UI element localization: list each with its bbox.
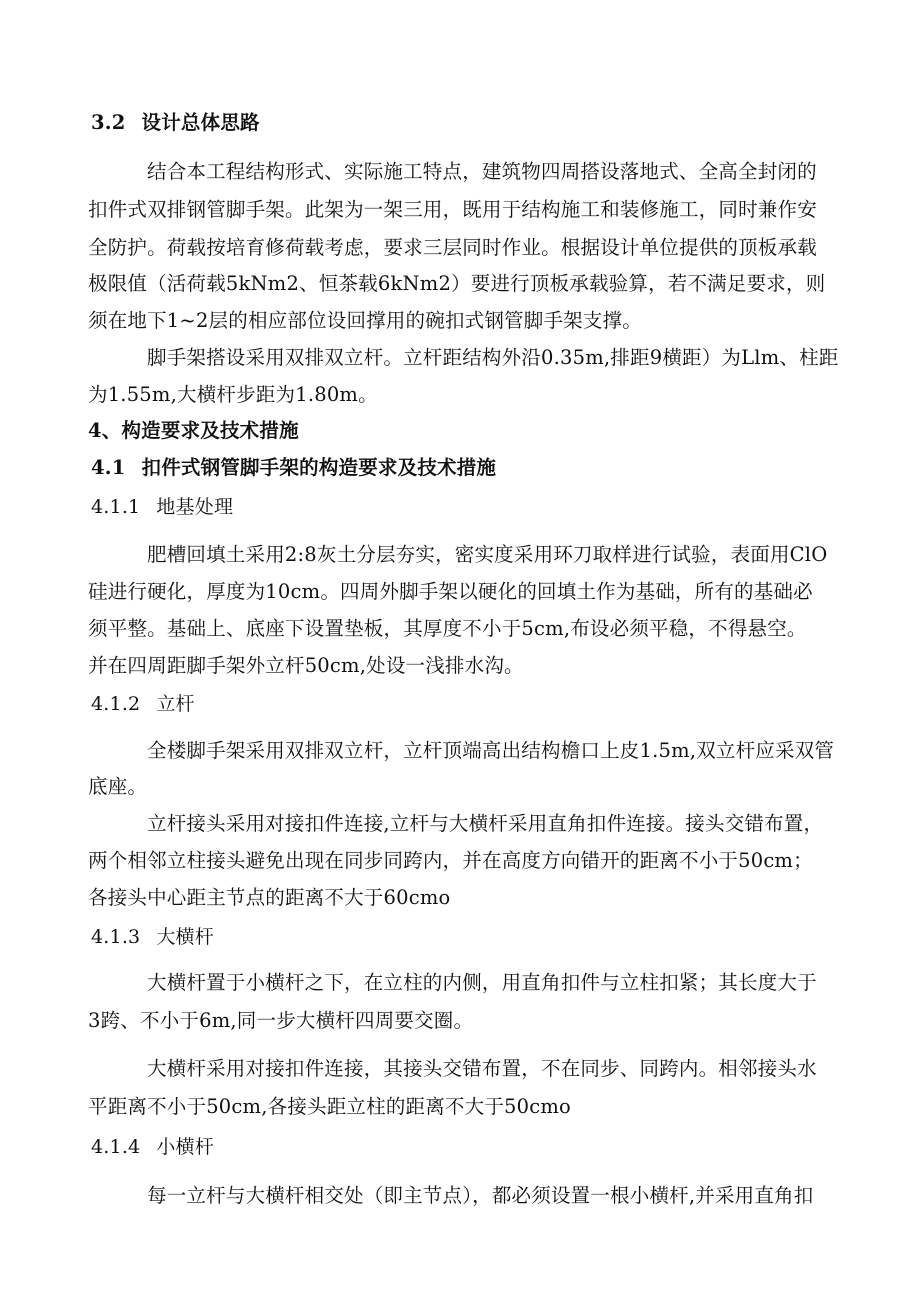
paragraph-line: 两个相邻立柱接头避免出现在同步同跨内，并在高度方向错开的距离不小于50cm； [88,849,813,872]
heading-number: 4.1.1 [91,496,141,518]
heading-4-1-1 [91,494,233,520]
paragraph-line: 并在四周距脚手架外立杆50cm,处设一浅排水沟。 [88,654,524,677]
paragraph-line: 须在地下1~2层的相应部位设回撑用的碗扣式钢管脚手架支撑。 [88,309,642,332]
heading-4-1-2 [91,691,195,717]
heading-4: 4、构造要求及技术措施 [88,419,299,442]
heading-4-1-4 [91,1134,214,1160]
paragraph-line: 扣件式双排钢管脚手架。此架为一架三用，既用于结构施工和装修施工，同时兼作安 [88,198,817,221]
heading-number: 4.1.2 [91,693,141,715]
paragraph-line: 全防护。荷载按培育修荷载考虑，要求三层同时作业。根据设计单位提供的顶板承载 [88,236,817,259]
paragraph-line: 平距离不小于50cm,各接头距立柱的距离不大于50cmo [88,1095,571,1118]
heading-4-1-3 [91,924,214,950]
paragraph-line: 各接头中心距主节点的距离不大于60cmo [88,886,451,909]
paragraph-line: 大横杆采用对接扣件连接，其接头交错布置，不在同步、同跨内。相邻接头水 [147,1057,817,1080]
heading-4-1 [91,455,496,481]
paragraph-line: 肥槽回填土采用2:8灰土分层夯实，密实度采用环刀取样进行试验，表面用ClO [147,543,828,566]
paragraph-line: 3跨、不小于6m,同一步大横杆四周要交圈。 [88,1009,474,1032]
paragraph-line: 每一立杆与大横杆相交处（即主节点），都必须设置一根小横杆,并采用直角扣 [147,1184,814,1207]
paragraph-line: 底座。 [88,775,148,798]
paragraph-line: 大横杆置于小横杆之下，在立柱的内侧，用直角扣件与立柱扣紧；其长度大于 [147,971,817,994]
heading-number: 3.2 [91,111,126,134]
heading-title: 大横杆 [156,926,214,948]
paragraph-line: 结合本工程结构形式、实际施工特点，建筑物四周搭设落地式、全高全封闭的 [147,160,817,183]
paragraph-line: 极限值（活荷载5kNm2、恒茶载6kNm2）要进行顶板承载验算，若不满足要求，则 [88,272,826,295]
paragraph-line: 全楼脚手架采用双排双立杆，立杆顶端高出结构檐口上皮1.5m,双立杆应采双管 [147,739,835,762]
heading-number: 4.1.3 [91,926,141,948]
heading-title: 地基处理 [156,496,234,518]
heading-title: 扣件式钢管脚手架的构造要求及技术措施 [141,456,497,479]
paragraph-line: 为1.55m,大横杆步距为1.80m。 [88,383,378,406]
heading-3-2 [91,110,260,136]
paragraph-line: 脚手架搭设采用双排双立杆。立杆距结构外沿0.35m,排距9横距）为Llm、柱距 [147,346,839,369]
heading-title: 设计总体思路 [141,111,260,134]
paragraph-line: 立杆接头采用对接扣件连接,立杆与大横杆采用直角扣件连接。接头交错布置， [147,812,824,835]
heading-title: 立杆 [156,693,195,715]
paragraph-line: 须平整。基础上、底座下设置垫板，其厚度不小于5cm,布设必须平稳，不得悬空。 [88,617,807,640]
paragraph-line: 硅进行硬化，厚度为10cm。四周外脚手架以硬化的回填土作为基础，所有的基础必 [88,580,813,603]
heading-number: 4.1.4 [91,1136,141,1158]
heading-number: 4.1 [91,456,126,479]
heading-title: 小横杆 [156,1136,214,1158]
